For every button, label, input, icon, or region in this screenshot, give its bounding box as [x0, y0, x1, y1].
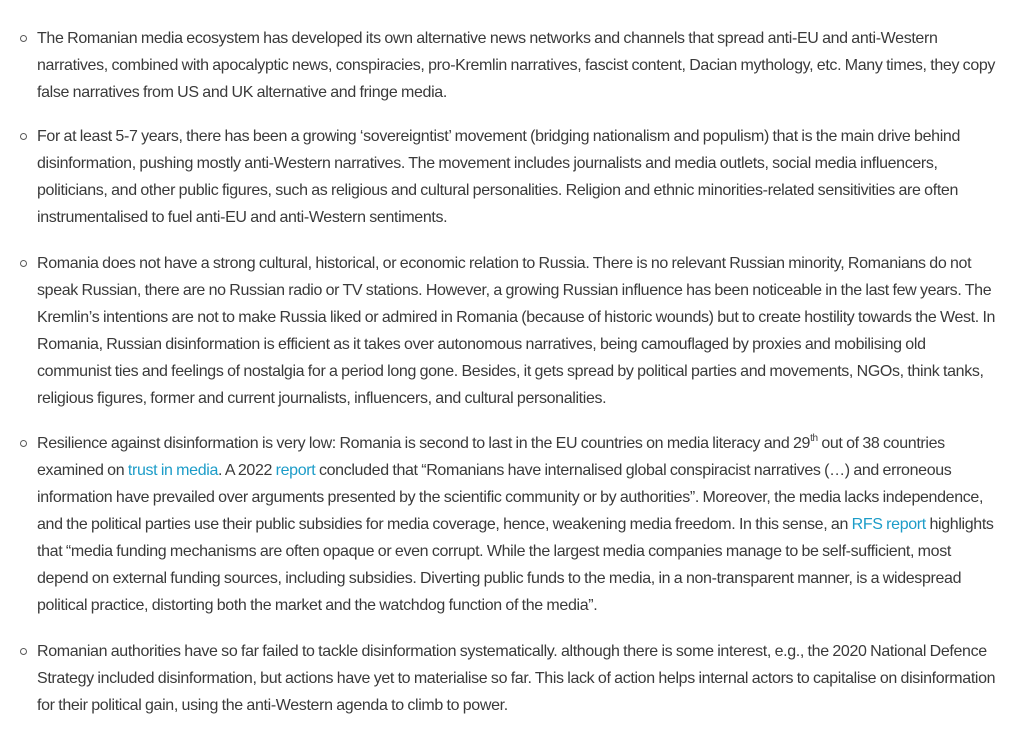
paragraph-text: out of 38 countries examined on	[37, 435, 945, 479]
list-item	[37, 250, 999, 412]
report-link[interactable]: report	[275, 462, 316, 479]
list-item	[37, 430, 999, 619]
bullet-circle-icon	[20, 440, 27, 447]
paragraph-text: Romania does not have a strong cultural, historical, or economic relation to Russia. There is no relevant Russian minority, Romanians do not speak Russian, there are no Russian radio or TV stations. However, a growing Russian influence has been noticeable in the last few years. The Kremlin’s intentions are not to make Russia liked or admired in Romania (because of historic wounds) but to create hostility towards the West. In Romania, Russian disinformation is efficient as it takes over autonomous narratives, being camouflaged by proxies and mobilising old communist ties and feelings of nostalgia for a period long gone. Besides, it gets spread by political parties and movements, NGOs, think tanks, religious figures, former and current journalists, influencers, and cultural personalities.	[37, 255, 996, 407]
bullet-circle-icon	[20, 133, 27, 140]
paragraph-text: concluded that “Romanians have internalised global conspiracist narratives (…) and erroneous information have prevailed over arguments presented by the scientific community or by authorities”. Moreover, the media lacks independence, and the political parties use their public subsidies for media coverage, hence, weakening media freedom. In this sense, an	[37, 462, 984, 533]
paragraph-text: The Romanian media ecosystem has developed its own alternative news networks and channels that spread anti-EU and anti-Western narratives, combined with apocalyptic news, conspiracies, pro-Kremlin narratives, fascist content, Dacian mythology, etc. Many times, they copy false narratives from US and UK alternative and fringe media.	[37, 30, 996, 101]
paragraph-text: . A 2022	[218, 462, 276, 479]
paragraph-text: Resilience against disinformation is very low: Romania is second to last in the EU countries on media literacy and 29	[37, 435, 811, 452]
trust-in-media-link[interactable]: trust in media	[127, 462, 219, 479]
bullet-circle-icon	[20, 35, 27, 42]
bullet-circle-icon	[20, 648, 27, 655]
ordinal-suffix: th	[810, 432, 818, 444]
list-item	[37, 638, 999, 719]
bullet-circle-icon	[20, 260, 27, 267]
paragraph-text: Romanian authorities have so far failed to tackle disinformation systematically. although there is some interest, e.g., the 2020 National Defence Strategy included disinformation, but actions have yet to materialise so far. This lack of action helps internal actors to capitalise on disinformation for their political gain, using the anti-Western agenda to climb to power.	[37, 643, 996, 714]
paragraph-text: For at least 5-7 years, there has been a growing ‘sovereigntist’ movement (bridging nationalism and populism) that is the main drive behind disinformation, pushing mostly anti-Western narratives. The movement includes journalists and media outlets, social media influencers, politicians, and other public figures, such as religious and cultural personalities. Religion and ethnic minorities-related sensitivities are often instrumentalised to fuel anti-EU and anti-Western sentiments.	[37, 128, 960, 226]
rfs-report-link[interactable]: RFS report	[851, 516, 926, 533]
list-item	[37, 25, 999, 106]
list-item	[37, 123, 999, 231]
paragraph-text: highlights that “media funding mechanisms are often opaque or even corrupt. While the largest media companies manage to be self-sufficient, most depend on external funding sources, including subsidies. Diverting public funds to the media, in a non-transparent manner, is a widespread political practice, distorting both the market and the watchdog function of the media”.	[37, 516, 994, 614]
